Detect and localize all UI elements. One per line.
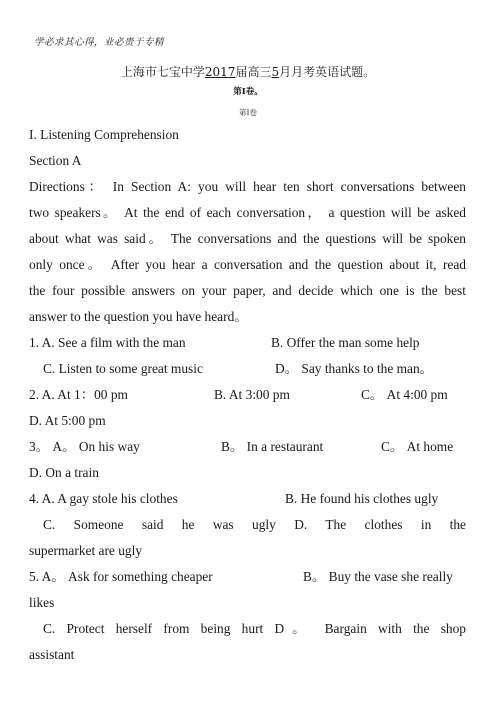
question-1-row-1 xyxy=(29,330,466,356)
directions-line: answer to the question you have heard。 xyxy=(29,309,248,324)
q4-option-d-cont: supermarket are ugly xyxy=(29,543,143,558)
q5-option-c-d: C. Protect herself from being hurt D。 Bargain with the shop xyxy=(43,621,466,636)
directions-line: two speakers。 At the end of each conversation， a question will be asked xyxy=(29,205,466,220)
directions-line: Directions： In Section A: you will hear ten short conversations between xyxy=(29,179,466,194)
title-school: 上海市七宝中学 xyxy=(120,65,205,79)
q2-option-d: D. At 5:00 pm xyxy=(29,413,106,428)
section-subheading: Section A xyxy=(29,153,82,168)
title-year: 2017 xyxy=(204,65,236,79)
q1-option-c: C. Listen to some great music xyxy=(43,361,203,376)
q5-option-d-cont: assistant xyxy=(29,647,75,662)
directions-line: about what was said。 The conversations and the questions will be spoken xyxy=(29,231,466,246)
q4-option-b: B. He found his clothes ugly xyxy=(285,491,439,506)
volume-heading-bold: 第I卷。 xyxy=(233,87,263,97)
volume-heading-small: 第I卷 xyxy=(239,108,257,117)
header-motto: 学必求其心得，业必贵于专精 xyxy=(34,37,165,48)
q1-option-d: D。 Say thanks to the man。 xyxy=(275,361,434,376)
q1-option-b: B. Offer the man some help xyxy=(271,335,420,350)
q5-option-b: B。 Buy the vase she really xyxy=(303,569,453,584)
question-3-row-1 xyxy=(29,434,466,460)
q3-option-a: 3。 A。 On his way xyxy=(29,439,140,454)
question-1-row-2 xyxy=(29,356,466,382)
directions-line: the four possible answers on your paper, and decide which one is the best xyxy=(29,283,466,298)
q2-option-c: C。 At 4:00 pm xyxy=(361,387,448,402)
q3-option-b: B。 In a restaurant xyxy=(221,439,324,454)
q5-option-a: 5. A。 Ask for something cheaper xyxy=(29,569,213,584)
q3-option-c: C。 At home xyxy=(381,439,454,454)
title-month: 5 xyxy=(271,65,280,79)
section-heading: I. Listening Comprehension xyxy=(29,127,179,142)
document-body xyxy=(29,122,466,668)
exam-title xyxy=(0,63,496,80)
q4-option-c-d: C. Someone said he was ugly D. The clothes in the xyxy=(43,517,466,532)
q4-option-a: 4. A. A gay stole his clothes xyxy=(29,491,178,506)
directions-line: only once。 After you hear a conversation and the question about it, read xyxy=(29,257,466,272)
q3-option-d: D. On a train xyxy=(29,465,99,480)
question-4-row-1 xyxy=(29,486,466,512)
title-grade: 届高三 xyxy=(235,65,272,79)
q2-option-a: 2. A. At 1：00 pm xyxy=(29,387,128,402)
q5-option-b-cont: likes xyxy=(29,595,55,610)
question-2-row-1 xyxy=(29,382,466,408)
title-exam: 月月考英语试题。 xyxy=(279,65,376,79)
q2-option-b: B. At 3:00 pm xyxy=(214,387,290,402)
q1-option-a: 1. A. See a film with the man xyxy=(29,335,186,350)
question-5-row-1 xyxy=(29,564,466,590)
